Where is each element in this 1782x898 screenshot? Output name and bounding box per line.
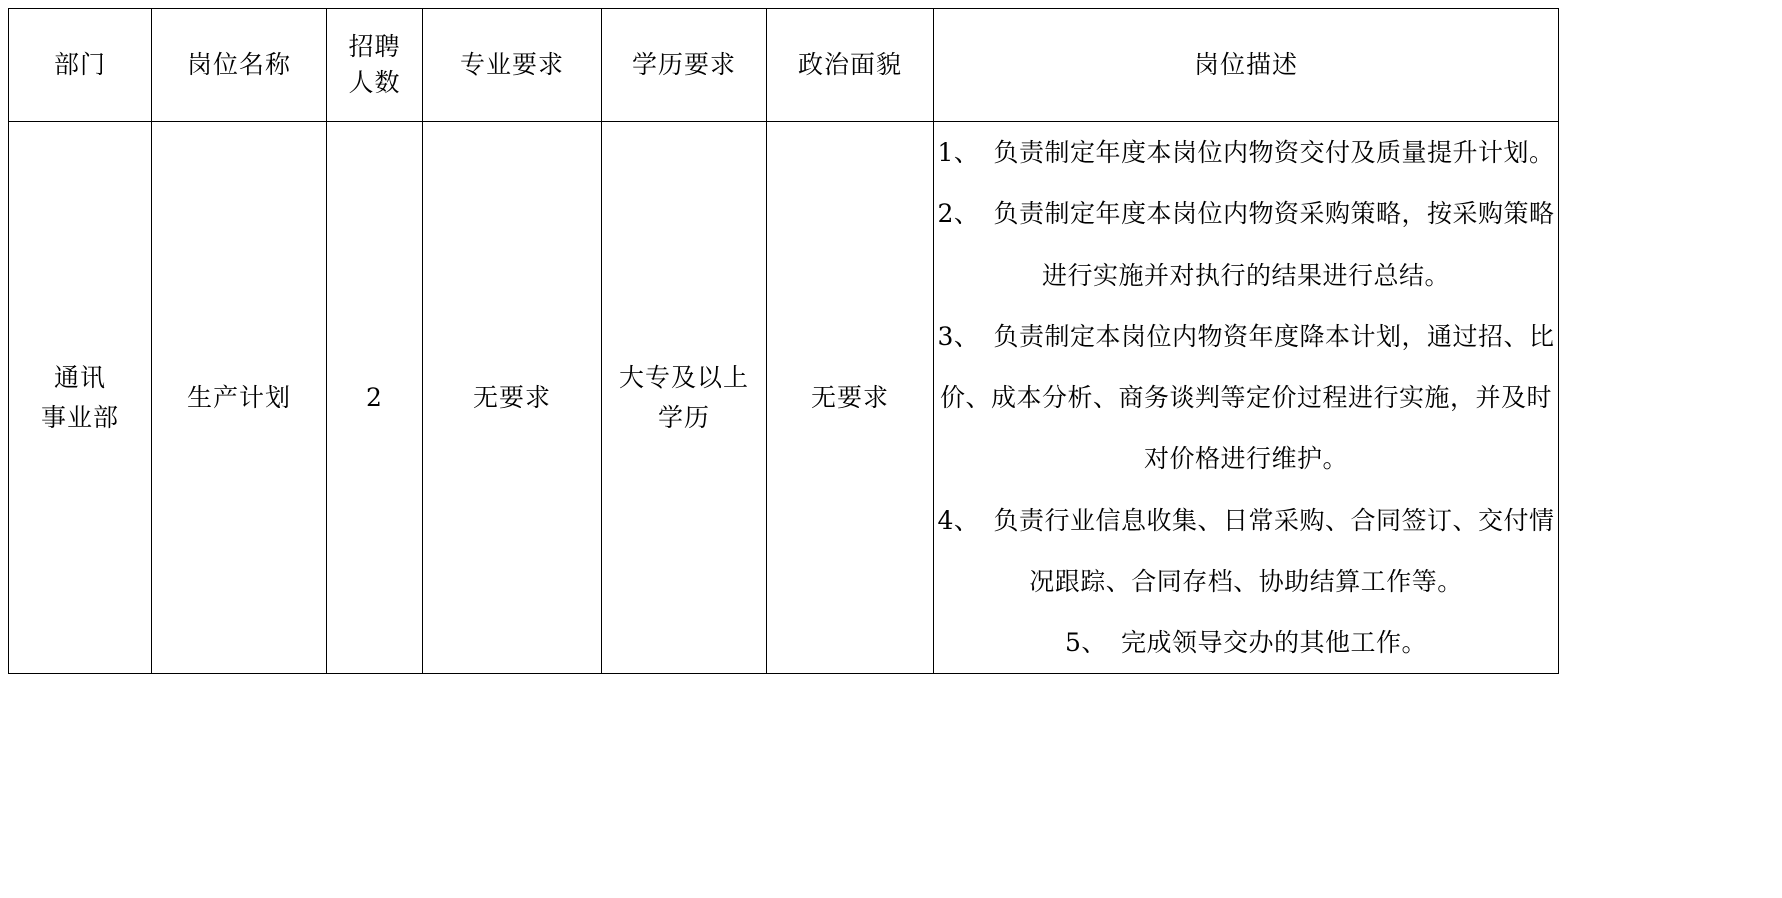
header-political-status: 政治面貌 [767, 9, 934, 122]
cell-job-description [934, 122, 1559, 674]
header-position-title: 岗位名称 [152, 9, 327, 122]
header-major-requirement: 专业要求 [423, 9, 602, 122]
table-row [9, 122, 1559, 674]
table-header-row [9, 9, 1559, 122]
header-education-requirement: 学历要求 [602, 9, 767, 122]
cell-education-requirement: 大专及以上 学历 [602, 122, 767, 674]
cell-major-requirement: 无要求 [423, 122, 602, 674]
description-item: 3、 负责制定本岗位内物资年度降本计划，通过招、比价、成本分析、商务谈判等定价过程进行实施，并及时对价格进行维护。 [937, 321, 1555, 474]
description-item: 2、 负责制定年度本岗位内物资采购策略，按采购策略进行实施并对执行的结果进行总结。 [937, 199, 1555, 290]
header-department: 部门 [9, 9, 152, 122]
recruitment-table [8, 8, 1559, 674]
cell-political-status: 无要求 [767, 122, 934, 674]
description-item: 1、 负责制定年度本岗位内物资交付及质量提升计划。 [937, 138, 1555, 167]
cell-department: 通讯 事业部 [9, 122, 152, 674]
description-item: 4、 负责行业信息收集、日常采购、合同签订、交付情况跟踪、合同存档、协助结算工作等。 [937, 505, 1555, 596]
cell-position-title: 生产计划 [152, 122, 327, 674]
header-job-description: 岗位描述 [934, 9, 1559, 122]
header-headcount: 招聘 人数 [327, 9, 423, 122]
description-item: 5、 完成领导交办的其他工作。 [1065, 628, 1427, 657]
cell-headcount: 2 [327, 122, 423, 674]
